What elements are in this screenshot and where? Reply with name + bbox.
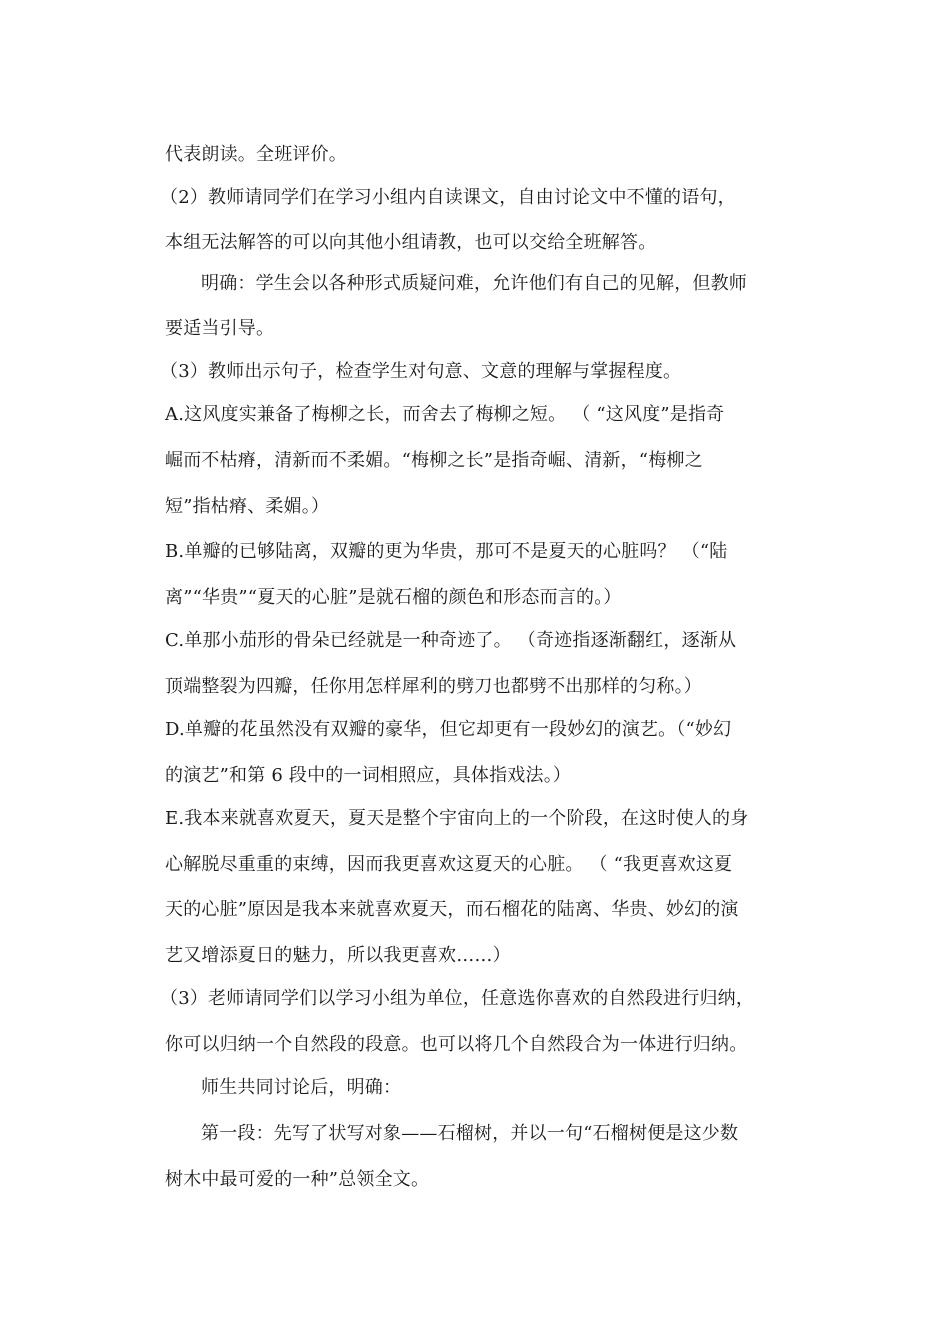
text-line: C.单那小茄形的骨朵已经就是一种奇迹了。 （奇迹指逐渐翻红，逐渐从: [165, 630, 737, 651]
text-line: 短”指枯瘠、柔媚。）: [165, 496, 330, 517]
text-line: 艺又增添夏日的魅力，所以我更喜欢……）: [165, 945, 511, 966]
text-line: 你可以归纳一个自然段的段意。也可以将几个自然段合为一体进行归纳。: [165, 1034, 748, 1055]
text-line: D.单瓣的花虽然没有双瓣的豪华，但它却更有一段妙幻的演艺。（“妙幻: [165, 719, 732, 740]
text-line: 要适当引导。: [165, 318, 275, 339]
text-line: （2）教师请同学们在学习小组内自读课文，自由讨论文中不懂的语句，: [160, 187, 736, 208]
text-line: 树木中最可爱的一种”总领全文。: [165, 1169, 430, 1190]
text-line: 离”“华贵”“夏天的心脏”是就石榴的颜色和形态而言的。）: [165, 587, 622, 608]
text-line: E.我本来就喜欢夏天，夏天是整个宇宙向上的一个阶段，在这时使人的身: [165, 808, 749, 829]
text-line: （3）老师请同学们以学习小组为单位，任意选你喜欢的自然段进行归纳，: [160, 988, 755, 1009]
text-line: （3）教师出示句子，检查学生对句意、文意的理解与掌握程度。: [160, 361, 682, 382]
text-line: 的演艺”和第 6 段中的一词相照应，具体指戏法。）: [165, 765, 572, 786]
text-line: B.单瓣的已够陆离，双瓣的更为华贵，那可不是夏天的心脏吗？ （“陆: [165, 541, 728, 562]
text-line: 天的心脏”原因是我本来就喜欢夏天，而石榴花的陆离、华贵、妙幻的演: [165, 899, 739, 920]
text-line: 明确：学生会以各种形式质疑问难，允许他们有自己的见解，但教师: [201, 273, 747, 294]
text-line: 代表朗读。全班评价。: [165, 144, 347, 165]
text-line: A.这风度实兼备了梅柳之长，而舍去了梅柳之短。 （ “这风度”是指奇: [165, 404, 725, 425]
text-line: 第一段：先写了状写对象——石榴树，并以一句“石榴树便是这少数: [201, 1123, 739, 1144]
text-line: 心解脱尽重重的束缚，因而我更喜欢这夏天的心脏。 （ “我更喜欢这夏: [165, 854, 733, 875]
text-line: 本组无法解答的可以向其他小组请教，也可以交给全班解答。: [165, 232, 657, 253]
text-line: 顶端整裂为四瓣，任你用怎样犀利的劈刀也都劈不出那样的匀称。）: [165, 676, 702, 697]
text-line: 崛而不枯瘠，清新而不柔媚。“梅柳之长”是指奇崛、清新，“梅柳之: [165, 450, 703, 471]
text-line: 师生共同讨论后，明确：: [201, 1077, 402, 1098]
